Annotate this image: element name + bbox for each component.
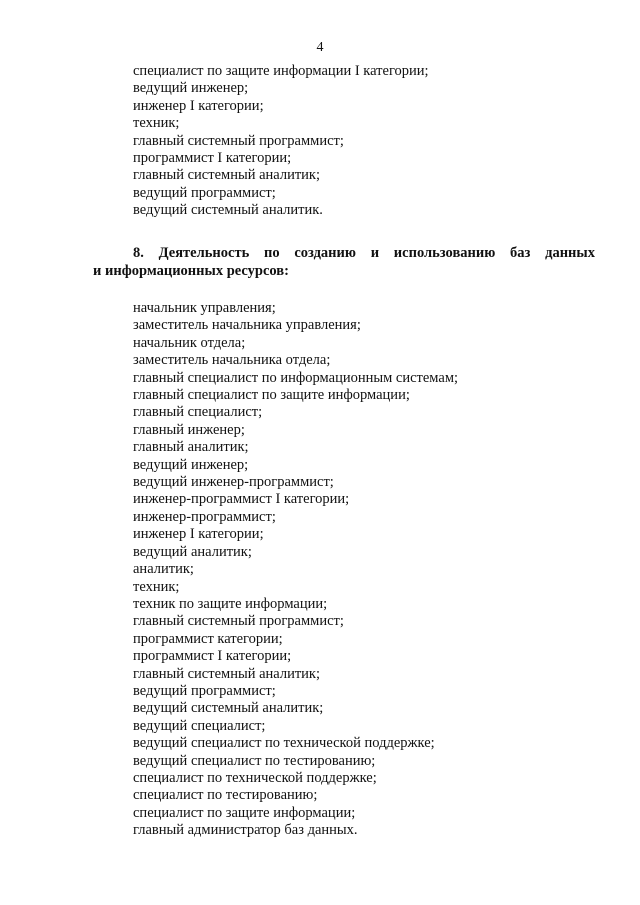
- list-item: ведущий программист;: [133, 184, 276, 201]
- list-item: инженер-программист;: [133, 508, 276, 525]
- list-item: техник;: [133, 115, 180, 132]
- list-item: ведущий инженер-программист;: [133, 474, 334, 491]
- list-item: техник по защите информации;: [133, 595, 328, 612]
- list-item: ведущий аналитик;: [133, 543, 252, 560]
- position-list-section-8: [133, 300, 458, 840]
- list-item: главный системный аналитик;: [133, 665, 321, 682]
- list-item: ведущий программист;: [133, 682, 276, 699]
- list-item: главный инженер;: [133, 421, 245, 438]
- list-item: ведущий системный аналитик.: [133, 202, 323, 219]
- list-item: аналитик;: [133, 561, 194, 578]
- list-item: техник;: [133, 578, 180, 595]
- list-item: главный специалист;: [133, 404, 263, 421]
- page-number: 4: [316, 40, 324, 55]
- list-item: заместитель начальника отдела;: [133, 352, 331, 369]
- position-list-previous-section: [133, 63, 429, 220]
- list-item: главный системный аналитик;: [133, 167, 321, 184]
- list-item: главный аналитик;: [133, 439, 249, 456]
- list-item: начальник отдела;: [133, 334, 246, 351]
- list-item: ведущий системный аналитик;: [133, 700, 324, 717]
- section-heading-line-2: и информационных ресурсов:: [93, 263, 289, 279]
- list-item: ведущий специалист по тестированию;: [133, 752, 376, 769]
- list-item: главный системный программист;: [133, 132, 344, 149]
- list-item: ведущий инженер;: [133, 456, 249, 473]
- list-item: заместитель начальника управления;: [133, 317, 361, 334]
- list-item: ведущий специалист;: [133, 717, 266, 734]
- list-item: специалист по тестированию;: [133, 787, 318, 804]
- list-item: программист I категории;: [133, 648, 292, 665]
- section-heading: [93, 244, 595, 280]
- list-item: специалист по технической поддержке;: [133, 769, 377, 786]
- list-item: инженер-программист I категории;: [133, 491, 350, 508]
- list-item: главный системный программист;: [133, 613, 344, 630]
- list-item: начальник управления;: [133, 300, 276, 316]
- list-item: главный специалист по защите информации;: [133, 387, 410, 404]
- list-item: программист категории;: [133, 630, 283, 647]
- list-item: инженер I категории;: [133, 97, 264, 114]
- list-item: ведущий специалист по технической поддержке;: [133, 735, 435, 752]
- list-item: главный специалист по информационным системам;: [133, 369, 459, 386]
- list-item: программист I категории;: [133, 150, 292, 167]
- list-item: специалист по защите информации I категории;: [133, 63, 429, 79]
- section-heading-line-1: 8. Деятельность по созданию и использованию баз данных: [133, 245, 595, 261]
- list-item: главный администратор баз данных.: [133, 822, 358, 839]
- list-item: инженер I категории;: [133, 526, 264, 543]
- list-item: специалист по защите информации;: [133, 804, 356, 821]
- list-item: ведущий инженер;: [133, 80, 249, 97]
